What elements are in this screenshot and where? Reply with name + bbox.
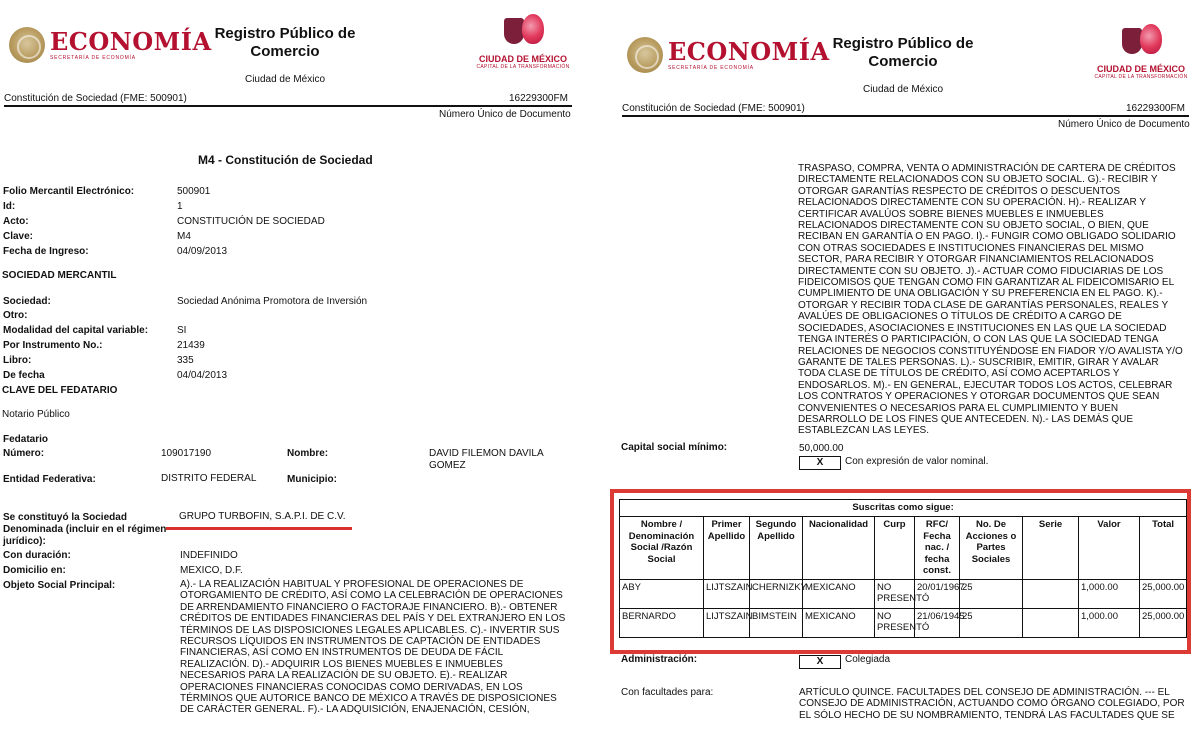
domicilio-label: Domicilio en: xyxy=(3,565,66,576)
table-cell xyxy=(1023,608,1079,637)
field-label: Clave: xyxy=(3,231,34,242)
doc-number: 16229300FM xyxy=(509,93,568,104)
header-city: Ciudad de México xyxy=(862,84,944,95)
economia-logo xyxy=(9,27,212,63)
field-label: Acto: xyxy=(3,216,29,227)
form-title: M4 - Constitución de Sociedad xyxy=(198,153,373,167)
table-cell: CHERNIZKY xyxy=(750,579,803,608)
domicilio-value: MEXICO, D.F. xyxy=(180,565,243,576)
field-value: M4 xyxy=(177,231,191,242)
column-header: Segundo Apellido xyxy=(750,517,803,580)
table-cell: BIMSTEIN xyxy=(750,608,803,637)
logo-text: ECONOMÍA xyxy=(668,36,830,66)
objeto-label: Objeto Social Principal: xyxy=(3,580,116,591)
header-rule xyxy=(4,105,572,107)
table-cell: 25,000.00 xyxy=(1140,608,1187,637)
table-cell xyxy=(1023,579,1079,608)
field-label: Por Instrumento No.: xyxy=(3,340,103,351)
header-title: Registro Público de Comercio xyxy=(214,25,356,60)
field-label: De fecha xyxy=(3,370,45,381)
field-value: SI xyxy=(177,325,187,336)
field-value: 335 xyxy=(177,355,194,366)
table-cell: 25 xyxy=(960,579,1023,608)
fedatario-type: Notario Público xyxy=(2,409,70,420)
field-label: Folio Mercantil Electrónico: xyxy=(3,186,135,197)
doc-number-label: Número Único de Documento xyxy=(439,109,571,120)
capital-checkbox: X xyxy=(799,456,841,470)
table-row xyxy=(620,579,1187,608)
table-cell: 21/06/1945 xyxy=(915,608,960,637)
table-cell: LIJTSZAIN xyxy=(704,579,750,608)
header-title: Registro Público de Comercio xyxy=(832,35,974,70)
column-header: RFC/ Fecha nac. / fecha const. xyxy=(915,517,960,580)
column-header: Total xyxy=(1140,517,1187,580)
logo-subtext: SECRETARÍA DE ECONOMÍA xyxy=(50,54,136,61)
admin-value: Colegiada xyxy=(845,654,891,665)
logo-subtext: SECRETARÍA DE ECONOMÍA xyxy=(668,64,754,71)
field-value: 1 xyxy=(177,201,183,212)
field-value: Sociedad Anónima Promotora de Inversión xyxy=(177,296,368,307)
table-cell: MEXICANO xyxy=(803,608,875,637)
capital-value: 50,000.00 xyxy=(799,443,844,454)
column-header: Nombre / Denominación Social /Razón Social xyxy=(620,517,704,580)
table-cell: 20/01/1967 xyxy=(915,579,960,608)
field-value: 04/04/2013 xyxy=(177,370,228,381)
admin-label: Administración: xyxy=(621,654,698,665)
cdmx-logo: CIUDAD DE MÉXICO CAPITAL DE LA TRANSFORMACIÓN xyxy=(473,14,573,70)
doc-number-label: Número Único de Documento xyxy=(1058,119,1190,130)
cdmx-emblem-icon xyxy=(1118,24,1164,62)
column-header: Serie xyxy=(1023,517,1079,580)
field-value: 21439 xyxy=(177,340,205,351)
column-header: No. De Acciones o Partes Sociales xyxy=(960,517,1023,580)
table-cell: MEXICANO xyxy=(803,579,875,608)
fedatario-label: Fedatario xyxy=(3,434,49,445)
doc-type: Constitución de Sociedad (FME: 500901) xyxy=(4,93,187,104)
facultades-label: Con facultades para: xyxy=(621,687,714,698)
document-page-left xyxy=(0,0,580,755)
highlight-underline xyxy=(166,527,352,530)
field-label: Id: xyxy=(3,201,16,212)
objeto-text-continued: TRASPASO, COMPRA, VENTA O ADMINISTRACIÓN DE CARTERA DE CRÉDITOS DIRECTAMENTE RELACIONADOS CON SU OBJETO SOCIAL. G).- RECIBIR Y OTORGAR GARANTÍAS RESPECTO DE CRÉDITOS O DESCUENTOS RELACIONADOS DIRECTAMENTE CON SU OPERACIÓN. H).- REALIZAR Y CERTIFICAR AVALÚOS SOBRE BIENES MUEBLES E INMUEBLES RELACIONADOS DIRECTAMENTE CON SU OBJETO SOCIAL, O BIEN, QUE RECIBAN EN GARANTÍA O EN PAGO. I).- FUNGIR COMO OBLIGADO SOLIDARIO CON OTRAS SOCIEDADES E INSTITUCIONES FINANCIERAS DEL MISMO SECTOR, PARA RECIBIR Y OTORGAR FINANCIAMIENTOS RELACIONADOS DIRECTAMENTE CON SU OBJETO. J).- ACTUAR COMO FIDUCIARIAS DE LOS FIDEICOMISOS QUE TENGAN COMO FIN GARANTIZAR AL FIDEICOMISARIO EL CUMPLIMIENTO DE UNA OBLIGACIÓN Y SU PREFERENCIA EN EL PAGO. K).- OTORGAR Y RECIBIR TODA CLASE DE GARANTÍAS PERSONALES, REALES Y AVALÚES DE OBLIGACIONES O TÍTULOS DE CRÉDITO A CARGO DE SOCIEDADES, ASOCIACIONES E INSTITUCIONES EN LAS QUE LA SOCIEDAD TENGA INTERÉS O PARTICIPACIÓN, O CON LAS QUE LA SOCIEDAD TENGA RELACIONES DE NEGOCIOS CONSTITUYÉNDOSE EN FIADOR Y/O AVALISTA Y/O GARANTE DE TALES PERSONAS. L).- SUSCRIBIR, EMITIR, GIRAR Y AVALAR TODA CLASE DE TÍTULOS DE CRÉDITO, ASÍ COMO ACEPTARLOS Y ENDOSARLOS. M).- EN GENERAL, EJECUTAR TODOS LOS ACTOS, CELEBRAR LOS CONTRATOS Y OPERACIONES Y OTORGAR DOCUMENTOS QUE SEAN CONVENIENTES O NECESARIOS PARA EL CUMPLIMIENTO Y BUEN DESARROLLO DE LOS FINES QUE ANTECEDEN. N).- LAS DEMÁS QUE ESTABLEZCAN LAS LEYES. xyxy=(798,163,1183,437)
shareholders-table xyxy=(619,499,1187,638)
table-cell: 1,000.00 xyxy=(1079,579,1140,608)
denominada-value: GRUPO TURBOFIN, S.A.P.I. DE C.V. xyxy=(179,511,346,522)
field-label: Sociedad: xyxy=(3,296,51,307)
table-row xyxy=(620,608,1187,637)
facultades-text: ARTÍCULO QUINCE. FACULTADES DEL CONSEJO DE ADMINISTRACIÓN. --- EL CONSEJO DE ADMINISTRACIÓN, ACTUANDO COMO ÓRGANO COLEGIADO, POR EL SÓLO HECHO DE SU NOMBRAMIENTO, TENDRÁ LAS FACULTADES QUE SE xyxy=(799,687,1185,721)
column-header: Nacionalidad xyxy=(803,517,875,580)
admin-checkbox: X xyxy=(799,655,841,669)
cdmx-logo: CIUDAD DE MÉXICO CAPITAL DE LA TRANSFORMACIÓN xyxy=(1091,24,1191,80)
table-cell: BERNARDO xyxy=(620,608,704,637)
doc-type: Constitución de Sociedad (FME: 500901) xyxy=(622,103,805,114)
field-value: 500901 xyxy=(177,186,211,197)
column-header: Curp xyxy=(875,517,915,580)
fedatario-heading: CLAVE DEL FEDATARIO xyxy=(2,385,118,396)
mexico-seal-icon xyxy=(627,37,663,73)
municipio-label: Municipio: xyxy=(287,474,337,485)
table-cell: 25,000.00 xyxy=(1140,579,1187,608)
table-cell: LIJTSZAIN xyxy=(704,608,750,637)
economia-logo xyxy=(627,37,830,73)
field-value: 04/09/2013 xyxy=(177,246,228,257)
doc-number: 16229300FM xyxy=(1126,103,1185,114)
cdmx-emblem-icon xyxy=(500,14,546,52)
capital-check-text: Con expresión de valor nominal. xyxy=(845,456,989,467)
entidad-value: DISTRITO FEDERAL xyxy=(161,473,257,484)
objeto-text: A).- LA REALIZACIÓN HABITUAL Y PROFESIONAL DE OPERACIONES DE OTORGAMIENTO DE CRÉDITO, ASÍ COMO LA CELEBRACIÓN DE OPERACIONES DE ARRENDAMIENTO FINANCIERO O FACTORAJE FINANCIERO. B).- OBTENER CRÉDITOS DE ENTIDADES FINANCIERAS DEL PAÍS Y DEL EXTRANJERO EN LOS TÉRMINOS DE LAS DISPOSICIONES LEGALES APLICABLES. C).- INVERTIR SUS RECURSOS LÍQUIDOS EN INSTRUMENTOS DE CAPTACIÓN DE ENTIDADES FINANCIERAS, ASÍ COMO EN INSTRUMENTOS DE DEUDA DE FÁCIL REALIZACIÓN. D).- ADQUIRIR LOS BIENES MUEBLES E INMUEBLES NECESARIOS PARA LA REALIZACIÓN DE SU OBJETO. E).- REALIZAR OPERACIONES FINANCIERAS CONOCIDAS COMO DERIVADAS, EN LOS TÉRMINOS QUE AUTORICE BANCO DE MÉXICO A TRAVÉS DE DISPOSICIONES DE CARÁCTER GENERAL. F).- LA ADQUISICIÓN, ENAJENACIÓN, CESIÓN, xyxy=(180,579,566,716)
entidad-label: Entidad Federativa: xyxy=(3,474,96,485)
table-caption: Suscritas como sigue: xyxy=(620,500,1187,517)
field-label: Libro: xyxy=(3,355,32,366)
document-page-right xyxy=(618,0,1197,755)
numero-value: 109017190 xyxy=(161,448,212,459)
header-city: Ciudad de México xyxy=(244,74,326,85)
sociedad-heading: SOCIEDAD MERCANTIL xyxy=(2,270,117,281)
logo-text: ECONOMÍA xyxy=(50,26,212,56)
table-cell: 25 xyxy=(960,608,1023,637)
numero-label: Número: xyxy=(3,448,45,459)
duracion-value: INDEFINIDO xyxy=(180,550,238,561)
field-value: CONSTITUCIÓN DE SOCIEDAD xyxy=(177,216,325,227)
mexico-seal-icon xyxy=(9,27,45,63)
field-label: Modalidad del capital variable: xyxy=(3,325,149,336)
table-cell: NO PRESENTÓ xyxy=(875,608,915,637)
nombre-value: DAVID FILEMON DAVILA GOMEZ xyxy=(429,448,544,471)
table-cell: ABY xyxy=(620,579,704,608)
field-label: Otro: xyxy=(3,310,28,321)
table-cell: 1,000.00 xyxy=(1079,608,1140,637)
header-rule xyxy=(622,115,1189,117)
denominada-label: Se constituyó la Sociedad Denominada (incluir en el régimen jurídico): xyxy=(3,512,167,547)
field-label: Fecha de Ingreso: xyxy=(3,246,89,257)
column-header: Valor xyxy=(1079,517,1140,580)
column-header: Primer Apellido xyxy=(704,517,750,580)
table-cell: NO PRESENTÓ xyxy=(875,579,915,608)
duracion-label: Con duración: xyxy=(3,550,71,561)
capital-label: Capital social mínimo: xyxy=(621,442,728,453)
nombre-label: Nombre: xyxy=(287,448,329,459)
